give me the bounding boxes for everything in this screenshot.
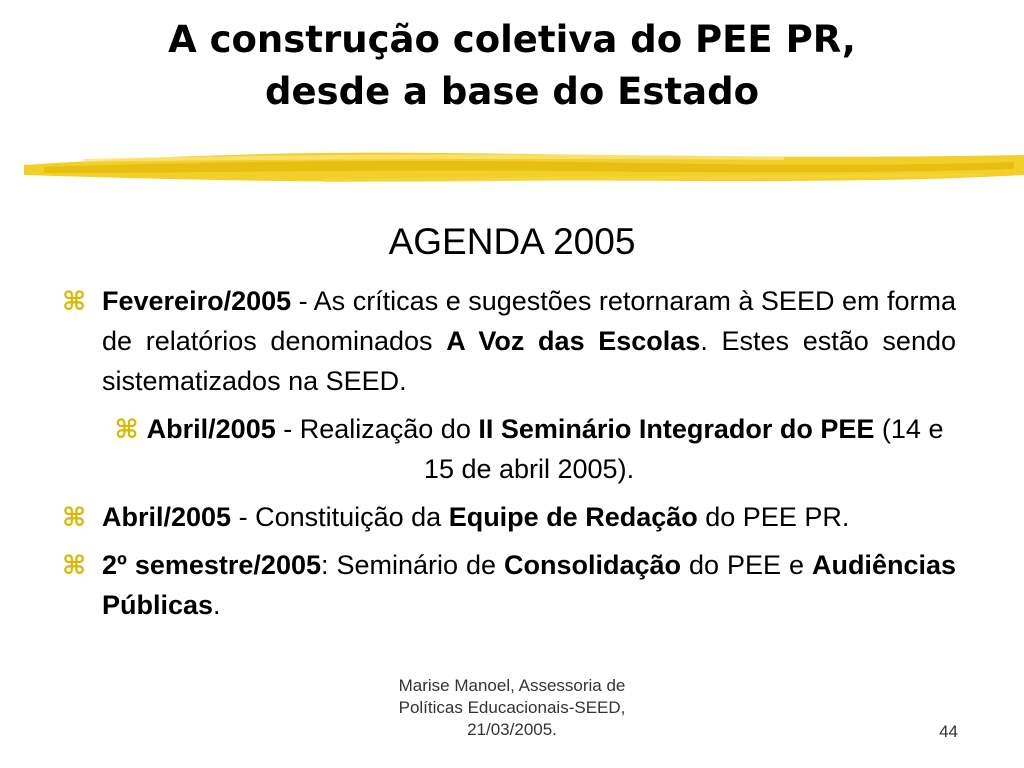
yellow-brush-stroke — [24, 145, 1024, 193]
item-highlight: Equipe de Redação — [448, 502, 698, 532]
footer-line-2: Políticas Educacionais-SEED, — [398, 698, 626, 717]
page-number: 44 — [939, 722, 958, 741]
item-text: - Realização do — [275, 414, 479, 444]
footer-line-3: 21/03/2005. — [467, 720, 557, 739]
item-text-end: do PEE PR. — [697, 502, 850, 532]
item-text: - As críticas e sugestões retornaram à SEED em forma de relatórios denominados — [102, 286, 956, 356]
item-date: Abril/2005 — [146, 414, 276, 444]
item-text: : Seminário de — [321, 550, 504, 580]
item-text-end: . Estes estão sendo sistematizados na SEED. — [102, 326, 956, 396]
item-text-end: . — [213, 590, 221, 620]
item-highlight: Consolidação — [503, 550, 682, 580]
list-item-segundo-semestre — [62, 545, 956, 625]
slide-title — [40, 14, 984, 118]
item-date: 2º semestre/2005 — [102, 550, 321, 580]
footer-line-1: Marise Manoel, Assessoria de — [398, 676, 626, 695]
item-text: - Constituição da — [231, 502, 449, 532]
title-line-2: desde a base do Estado — [264, 70, 759, 113]
item-highlight: A Voz das Escolas — [446, 326, 701, 356]
command-key-icon: ⌘ — [62, 502, 87, 532]
command-key-icon: ⌘ — [62, 550, 87, 580]
item-highlight-2: Audiências Públicas — [102, 550, 956, 620]
item-text-mid: do PEE e — [681, 550, 812, 580]
list-item-abril-seminario — [62, 409, 956, 489]
command-key-icon: ⌘ — [62, 286, 87, 316]
item-date: Fevereiro/2005 — [102, 286, 292, 316]
list-item-abril-equipe — [62, 497, 956, 537]
list-item-fevereiro — [62, 281, 956, 401]
item-text-end: (14 e 15 de abril 2005). — [423, 414, 944, 484]
title-line-1: A construção coletiva do PEE PR, — [168, 18, 856, 61]
agenda-list — [62, 281, 956, 633]
item-highlight: II Seminário Integrador do PEE — [478, 414, 875, 444]
command-key-icon: ⌘ — [114, 414, 139, 444]
agenda-heading: AGENDA 2005 — [388, 221, 636, 262]
slide-footer — [352, 675, 672, 741]
item-date: Abril/2005 — [102, 502, 232, 532]
